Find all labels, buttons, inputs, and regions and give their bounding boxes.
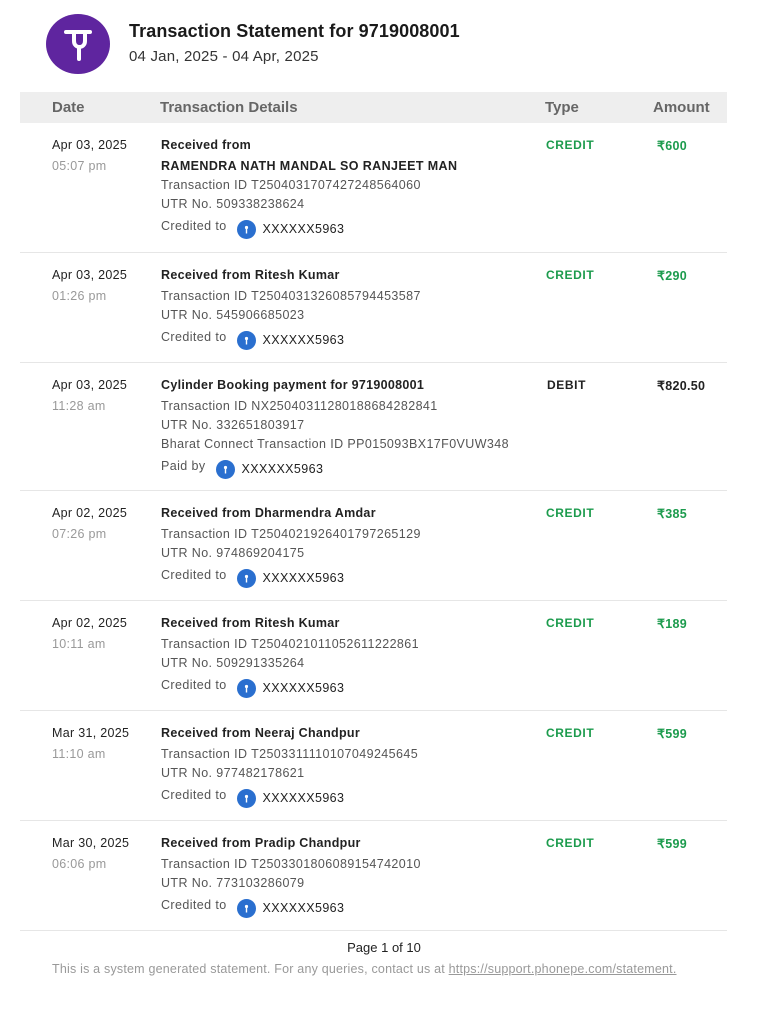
txn-title: Received from Ritesh Kumar (161, 268, 340, 282)
txn-title: Received from (161, 138, 252, 152)
txn-details (161, 726, 541, 805)
txn-amount: ₹599 (657, 727, 688, 741)
txn-title: Received from Neeraj Chandpur (161, 726, 361, 740)
txn-account-number: XXXXXX5963 (262, 333, 345, 347)
table-row (20, 601, 727, 711)
txn-amount: ₹600 (657, 139, 688, 153)
txn-account (161, 456, 541, 476)
transaction-list (20, 123, 727, 931)
txn-account (161, 675, 541, 695)
txn-account (161, 565, 541, 585)
txn-details (161, 378, 541, 476)
bank-icon (237, 789, 256, 808)
txn-party: RAMENDRA NATH MANDAL SO RANJEET MAN (161, 159, 458, 173)
txn-time: 11:10 am (52, 747, 106, 761)
txn-account (161, 216, 541, 236)
txn-account-label: Credited to (161, 898, 227, 912)
txn-utr: UTR No. 332651803917 (161, 418, 305, 432)
column-header-details: Transaction Details (160, 99, 298, 116)
txn-account-number: XXXXXX5963 (262, 571, 345, 585)
txn-id: Transaction ID NX2504031128018868428284​1 (161, 399, 438, 413)
statement-date-range: 04 Jan, 2025 - 04 Apr, 2025 (129, 48, 319, 65)
txn-account-label: Credited to (161, 219, 227, 233)
txn-account-label: Credited to (161, 788, 227, 802)
txn-utr: UTR No. 509291335264 (161, 656, 305, 670)
txn-type: CREDIT (546, 836, 595, 850)
txn-type: CREDIT (546, 616, 595, 630)
txn-id: Transaction ID T2504021011052611222861 (161, 637, 419, 651)
txn-title: Received from Ritesh Kumar (161, 616, 340, 630)
txn-id: Transaction ID T2504031707427248564060 (161, 178, 421, 192)
column-header-amount: Amount (653, 99, 710, 116)
txn-amount: ₹385 (657, 507, 688, 521)
txn-amount: ₹599 (657, 837, 688, 851)
txn-type: CREDIT (546, 506, 595, 520)
txn-amount: ₹820.50 (657, 379, 706, 393)
txn-details (161, 506, 541, 585)
txn-date: Mar 30, 2025 (52, 836, 130, 850)
txn-utr: UTR No. 545906685023 (161, 308, 305, 322)
txn-utr: UTR No. 773103286079 (161, 876, 305, 890)
table-header (20, 92, 727, 123)
txn-id: Transaction ID T2504021926401797265129 (161, 527, 421, 541)
txn-utr: UTR No. 977482178621 (161, 766, 305, 780)
txn-account-number: XXXXXX5963 (262, 901, 345, 915)
txn-type: CREDIT (546, 138, 595, 152)
txn-date: Apr 03, 2025 (52, 268, 128, 282)
txn-account (161, 785, 541, 805)
txn-account-label: Credited to (161, 330, 227, 344)
txn-date: Mar 31, 2025 (52, 726, 130, 740)
bank-icon (237, 569, 256, 588)
txn-utr: UTR No. 509338238624 (161, 197, 305, 211)
txn-id: Transaction ID T2503301806089154742010 (161, 857, 421, 871)
table-row (20, 821, 727, 931)
txn-date: Apr 03, 2025 (52, 378, 128, 392)
txn-date: Apr 02, 2025 (52, 506, 128, 520)
txn-account-number: XXXXXX5963 (262, 681, 345, 695)
table-row (20, 491, 727, 601)
phonepe-logo (46, 14, 110, 74)
txn-account-number: XXXXXX5963 (241, 462, 324, 476)
table-row (20, 253, 727, 363)
txn-date: Apr 02, 2025 (52, 616, 128, 630)
txn-type: DEBIT (547, 378, 586, 392)
bank-icon (237, 331, 256, 350)
txn-type: CREDIT (546, 268, 595, 282)
txn-bharat-connect-id: Bharat Connect Transaction ID PP015093BX17F0VUW348 (161, 437, 509, 451)
footer-note (52, 962, 677, 976)
txn-time: 01:26 pm (52, 289, 107, 303)
page-number: Page 1 of 10 (347, 940, 421, 955)
txn-account-number: XXXXXX5963 (262, 222, 345, 236)
txn-details (161, 138, 541, 236)
txn-details (161, 836, 541, 915)
txn-title: Received from Dharmendra Amdar (161, 506, 376, 520)
table-row (20, 123, 727, 253)
txn-date: Apr 03, 2025 (52, 138, 128, 152)
txn-details (161, 268, 541, 347)
txn-time: 11:28 am (52, 399, 106, 413)
txn-id: Transaction ID T2503311110107049245645 (161, 747, 419, 761)
txn-time: 06:06 pm (52, 857, 107, 871)
statement-title: Transaction Statement for 9719008001 (129, 21, 460, 41)
txn-type: CREDIT (546, 726, 595, 740)
table-row (20, 711, 727, 821)
support-link[interactable]: https://support.phonepe.com/statement. (448, 962, 677, 976)
txn-account (161, 327, 541, 347)
statement-header (46, 14, 460, 74)
txn-time: 05:07 pm (52, 159, 107, 173)
txn-time: 10:11 am (52, 637, 106, 651)
bank-icon (216, 460, 235, 479)
txn-account-label: Credited to (161, 678, 227, 692)
column-header-type: Type (545, 99, 579, 116)
txn-title: Received from Pradip Chandpur (161, 836, 361, 850)
footer-note-text: This is a system generated statement. For any queries, contact us at (52, 962, 449, 976)
bank-icon (237, 220, 256, 239)
txn-account (161, 895, 541, 915)
txn-account-label: Credited to (161, 568, 227, 582)
txn-utr: UTR No. 974869204175 (161, 546, 305, 560)
txn-time: 07:26 pm (52, 527, 107, 541)
bank-icon (237, 899, 256, 918)
txn-id: Transaction ID T2504031326085794453587 (161, 289, 421, 303)
txn-amount: ₹189 (657, 617, 688, 631)
column-header-date: Date (52, 99, 85, 116)
txn-amount: ₹290 (657, 269, 688, 283)
txn-account-number: XXXXXX5963 (262, 791, 345, 805)
txn-details (161, 616, 541, 695)
bank-icon (237, 679, 256, 698)
table-row (20, 363, 727, 491)
txn-title: Cylinder Booking payment for 9719008001 (161, 378, 425, 392)
txn-account-label: Paid by (161, 459, 206, 473)
